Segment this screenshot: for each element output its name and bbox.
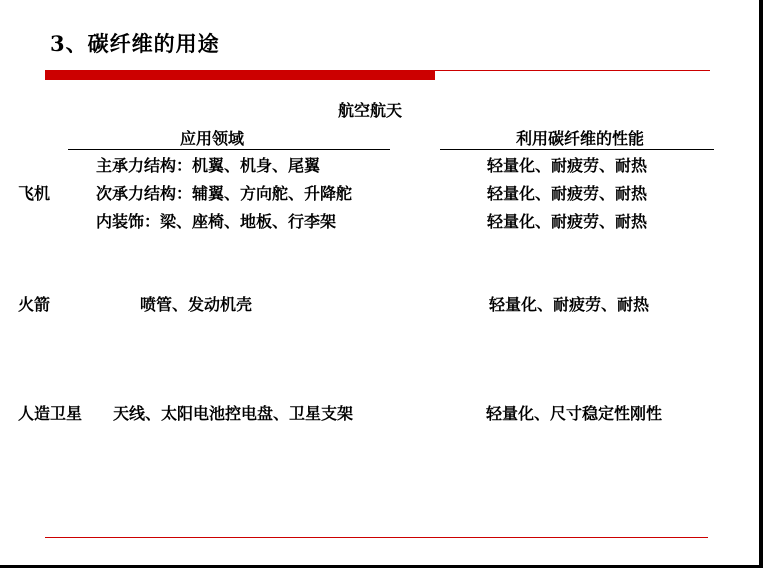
section-heading: 航空航天 [338, 101, 403, 120]
column-header-properties: 利用碳纤维的性能 [516, 129, 645, 148]
slide-title: 3、碳纤维的用途 [50, 31, 220, 56]
application-satellite: 天线、太阳电池控电盘、卫星支架 [113, 404, 354, 423]
property-aircraft-interior: 轻量化、耐疲劳、耐热 [487, 212, 648, 231]
column-header-application: 应用领域 [180, 129, 245, 148]
category-satellite: 人造卫星 [18, 404, 83, 423]
property-aircraft-secondary: 轻量化、耐疲劳、耐热 [487, 184, 648, 203]
header-rule-left [68, 149, 390, 150]
application-aircraft-interior: 内装饰：梁、座椅、地板、行李架 [96, 212, 337, 231]
header-rule-right [440, 149, 714, 150]
title-accent-bar [45, 70, 435, 80]
property-rocket: 轻量化、耐疲劳、耐热 [489, 295, 650, 314]
category-aircraft: 飞机 [18, 184, 51, 203]
footer-rule [45, 537, 708, 538]
property-aircraft-primary: 轻量化、耐疲劳、耐热 [487, 156, 648, 175]
application-rocket: 喷管、发动机壳 [140, 295, 253, 314]
slide-right-border [759, 0, 763, 568]
application-aircraft-secondary: 次承力结构：辅翼、方向舵、升降舵 [96, 184, 353, 203]
category-rocket: 火箭 [18, 295, 51, 314]
title-underline [435, 70, 710, 71]
application-aircraft-primary: 主承力结构：机翼、机身、尾翼 [96, 156, 321, 175]
property-satellite: 轻量化、尺寸稳定性刚性 [486, 404, 663, 423]
